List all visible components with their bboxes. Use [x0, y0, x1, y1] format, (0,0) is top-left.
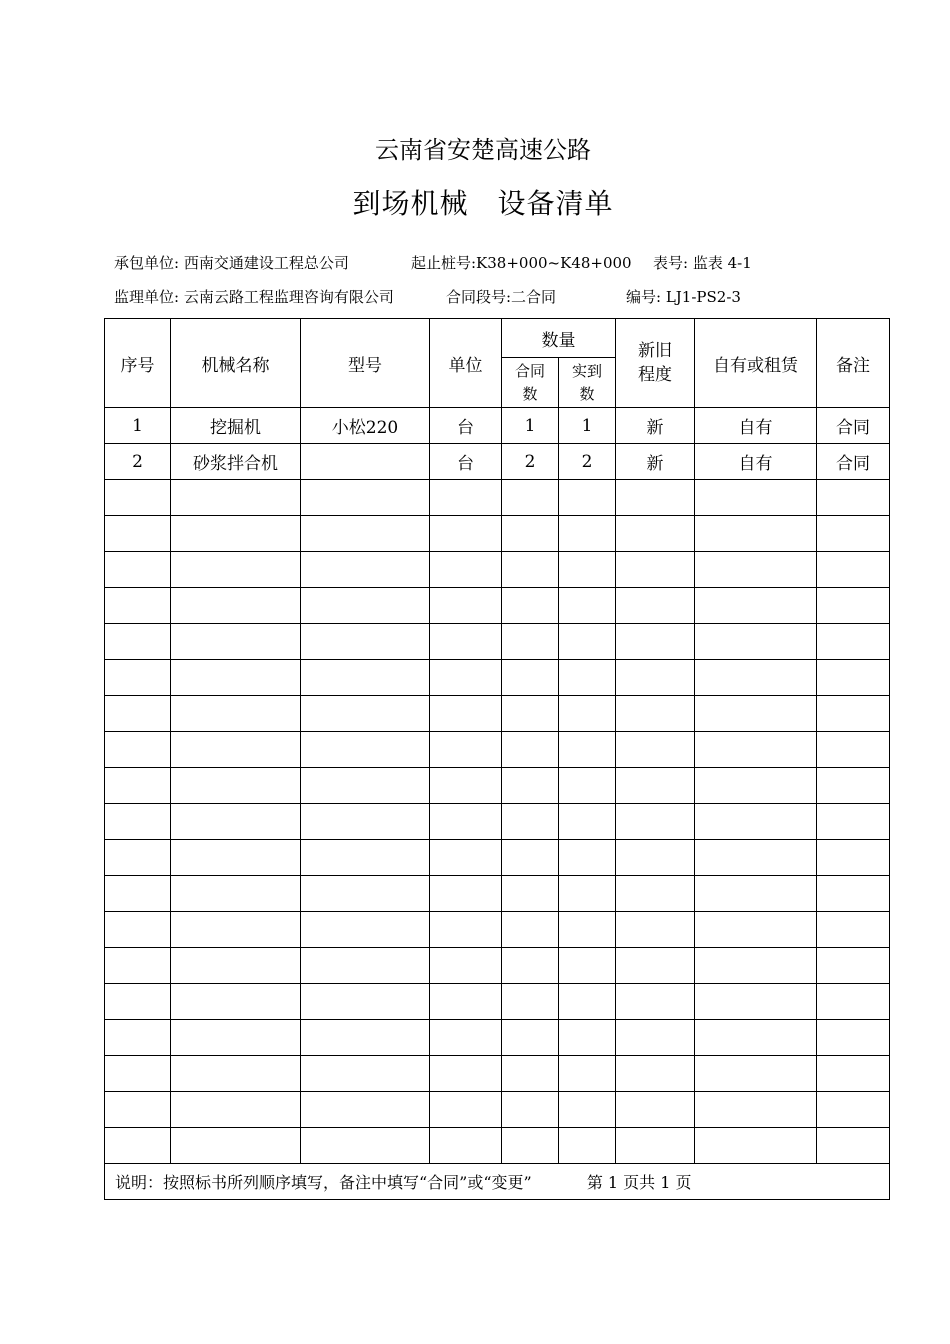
- empty-cell: [430, 876, 502, 912]
- empty-cell: [817, 876, 890, 912]
- empty-cell: [695, 588, 817, 624]
- empty-cell: [817, 912, 890, 948]
- empty-cell: [301, 948, 430, 984]
- empty-cell: [171, 1020, 301, 1056]
- header-ownership: 自有或租赁: [695, 319, 817, 408]
- empty-cell: [502, 1020, 559, 1056]
- empty-cell: [695, 1020, 817, 1056]
- empty-cell: [817, 984, 890, 1020]
- empty-cell: [616, 1128, 695, 1164]
- empty-cell: [105, 588, 171, 624]
- cell-seq: 2: [105, 444, 171, 480]
- supervisor-label: 监理单位: 云南云路工程监理咨询有限公司: [114, 288, 394, 306]
- empty-cell: [171, 840, 301, 876]
- empty-cell: [301, 624, 430, 660]
- empty-cell: [559, 804, 616, 840]
- empty-cell: [559, 840, 616, 876]
- empty-cell: [430, 588, 502, 624]
- empty-cell: [301, 768, 430, 804]
- empty-cell: [817, 948, 890, 984]
- empty-cell: [616, 840, 695, 876]
- empty-cell: [105, 660, 171, 696]
- empty-cell: [430, 768, 502, 804]
- empty-cell: [817, 516, 890, 552]
- empty-cell: [301, 588, 430, 624]
- empty-cell: [105, 516, 171, 552]
- empty-cell: [105, 732, 171, 768]
- empty-cell: [559, 876, 616, 912]
- empty-cell: [301, 1092, 430, 1128]
- header-name: 机械名称: [171, 319, 301, 408]
- table-footer: [105, 1164, 890, 1200]
- cell-name: 砂浆拌合机: [171, 444, 301, 480]
- empty-row: [105, 1056, 890, 1092]
- empty-cell: [817, 1128, 890, 1164]
- empty-cell: [301, 660, 430, 696]
- empty-cell: [301, 696, 430, 732]
- empty-cell: [695, 696, 817, 732]
- empty-cell: [171, 624, 301, 660]
- cell-ownership: 自有: [695, 444, 817, 480]
- empty-cell: [817, 840, 890, 876]
- empty-cell: [105, 768, 171, 804]
- cell-unit: 台: [430, 408, 502, 444]
- empty-cell: [817, 660, 890, 696]
- empty-cell: [817, 624, 890, 660]
- empty-rows: [105, 480, 890, 1164]
- empty-cell: [559, 1056, 616, 1092]
- empty-cell: [817, 1092, 890, 1128]
- empty-cell: [105, 840, 171, 876]
- empty-row: [105, 480, 890, 516]
- empty-cell: [695, 732, 817, 768]
- empty-row: [105, 1128, 890, 1164]
- table-row: [105, 408, 890, 444]
- empty-cell: [502, 552, 559, 588]
- empty-row: [105, 1092, 890, 1128]
- empty-cell: [559, 948, 616, 984]
- empty-cell: [695, 804, 817, 840]
- empty-cell: [430, 1056, 502, 1092]
- empty-cell: [695, 660, 817, 696]
- empty-cell: [171, 588, 301, 624]
- form-number-label: 表号: 监表 4-1: [653, 254, 752, 272]
- empty-cell: [105, 948, 171, 984]
- empty-cell: [430, 624, 502, 660]
- empty-cell: [817, 1056, 890, 1092]
- empty-cell: [502, 1128, 559, 1164]
- empty-cell: [817, 768, 890, 804]
- empty-cell: [171, 804, 301, 840]
- empty-row: [105, 804, 890, 840]
- empty-cell: [616, 804, 695, 840]
- empty-cell: [502, 624, 559, 660]
- empty-cell: [616, 660, 695, 696]
- contractor-label: 承包单位: 西南交通建设工程总公司: [114, 254, 349, 272]
- empty-cell: [695, 984, 817, 1020]
- empty-cell: [105, 696, 171, 732]
- empty-cell: [616, 624, 695, 660]
- empty-cell: [559, 516, 616, 552]
- empty-cell: [502, 732, 559, 768]
- empty-cell: [616, 1056, 695, 1092]
- empty-cell: [502, 984, 559, 1020]
- empty-cell: [559, 624, 616, 660]
- header-model: 型号: [301, 319, 430, 408]
- empty-row: [105, 696, 890, 732]
- empty-cell: [430, 552, 502, 588]
- empty-cell: [559, 1020, 616, 1056]
- footer-note: 说明：按照标书所列顺序填写，备注中填写“合同”或“变更”: [115, 1173, 532, 1192]
- empty-cell: [502, 480, 559, 516]
- empty-cell: [616, 768, 695, 804]
- cell-unit: 台: [430, 444, 502, 480]
- empty-cell: [695, 768, 817, 804]
- empty-cell: [105, 1092, 171, 1128]
- empty-cell: [502, 804, 559, 840]
- empty-cell: [616, 480, 695, 516]
- cell-contract: 1: [502, 408, 559, 444]
- empty-row: [105, 624, 890, 660]
- empty-row: [105, 912, 890, 948]
- empty-cell: [301, 876, 430, 912]
- empty-cell: [430, 1128, 502, 1164]
- cell-seq: 1: [105, 408, 171, 444]
- empty-cell: [695, 1092, 817, 1128]
- empty-cell: [695, 840, 817, 876]
- empty-cell: [502, 840, 559, 876]
- empty-cell: [695, 624, 817, 660]
- empty-cell: [105, 984, 171, 1020]
- empty-cell: [105, 804, 171, 840]
- empty-cell: [301, 984, 430, 1020]
- empty-cell: [105, 1128, 171, 1164]
- empty-cell: [559, 1128, 616, 1164]
- empty-cell: [301, 552, 430, 588]
- empty-cell: [616, 876, 695, 912]
- empty-cell: [616, 516, 695, 552]
- empty-cell: [430, 480, 502, 516]
- empty-cell: [171, 1092, 301, 1128]
- empty-cell: [105, 1056, 171, 1092]
- empty-cell: [559, 660, 616, 696]
- equipment-table: [104, 318, 890, 1200]
- empty-row: [105, 840, 890, 876]
- document-subtitle: 到场机械 设备清单: [352, 187, 614, 220]
- empty-cell: [695, 948, 817, 984]
- empty-cell: [430, 1020, 502, 1056]
- empty-cell: [695, 912, 817, 948]
- empty-cell: [301, 480, 430, 516]
- empty-cell: [502, 588, 559, 624]
- empty-row: [105, 732, 890, 768]
- empty-cell: [301, 1128, 430, 1164]
- cell-name: 挖掘机: [171, 408, 301, 444]
- empty-cell: [301, 804, 430, 840]
- empty-cell: [502, 768, 559, 804]
- cell-model: [301, 444, 430, 480]
- empty-cell: [817, 696, 890, 732]
- empty-row: [105, 984, 890, 1020]
- empty-cell: [171, 480, 301, 516]
- serial-number-label: 编号: LJ1-PS2-3: [626, 288, 741, 306]
- empty-cell: [616, 588, 695, 624]
- cell-actual: 2: [559, 444, 616, 480]
- empty-cell: [695, 876, 817, 912]
- empty-cell: [301, 840, 430, 876]
- empty-cell: [171, 876, 301, 912]
- empty-cell: [430, 696, 502, 732]
- empty-cell: [695, 552, 817, 588]
- header-unit: 单位: [430, 319, 502, 408]
- header-seq: 序号: [105, 319, 171, 408]
- empty-cell: [695, 480, 817, 516]
- cell-condition: 新: [616, 408, 695, 444]
- empty-cell: [171, 1056, 301, 1092]
- empty-cell: [430, 804, 502, 840]
- empty-cell: [171, 660, 301, 696]
- empty-cell: [171, 516, 301, 552]
- empty-row: [105, 768, 890, 804]
- header-qty-actual: 实到数: [559, 358, 616, 408]
- empty-cell: [817, 1020, 890, 1056]
- empty-cell: [430, 1092, 502, 1128]
- empty-cell: [105, 480, 171, 516]
- cell-remark: 合同: [817, 408, 890, 444]
- empty-cell: [301, 516, 430, 552]
- empty-cell: [430, 732, 502, 768]
- empty-cell: [171, 552, 301, 588]
- empty-cell: [616, 1092, 695, 1128]
- empty-cell: [817, 588, 890, 624]
- empty-cell: [559, 1092, 616, 1128]
- empty-cell: [105, 876, 171, 912]
- contract-section-label: 合同段号:二合同: [446, 288, 557, 306]
- empty-cell: [559, 696, 616, 732]
- empty-cell: [616, 1020, 695, 1056]
- empty-cell: [502, 912, 559, 948]
- empty-cell: [430, 660, 502, 696]
- empty-cell: [616, 912, 695, 948]
- empty-cell: [171, 1128, 301, 1164]
- cell-contract: 2: [502, 444, 559, 480]
- empty-cell: [301, 732, 430, 768]
- table-row: [105, 444, 890, 480]
- empty-cell: [301, 1020, 430, 1056]
- cell-actual: 1: [559, 408, 616, 444]
- empty-cell: [171, 984, 301, 1020]
- empty-cell: [171, 948, 301, 984]
- empty-cell: [616, 732, 695, 768]
- empty-cell: [430, 984, 502, 1020]
- empty-cell: [559, 588, 616, 624]
- empty-cell: [817, 732, 890, 768]
- page-indicator: 第 1 页共 1 页: [586, 1173, 692, 1192]
- empty-cell: [616, 552, 695, 588]
- cell-condition: 新: [616, 444, 695, 480]
- header-qty-contract: 合同数: [502, 358, 559, 408]
- empty-cell: [171, 768, 301, 804]
- empty-cell: [559, 480, 616, 516]
- header-quantity: 数量: [502, 319, 616, 358]
- empty-row: [105, 1020, 890, 1056]
- empty-cell: [502, 660, 559, 696]
- empty-row: [105, 876, 890, 912]
- empty-cell: [502, 876, 559, 912]
- empty-cell: [430, 912, 502, 948]
- empty-cell: [430, 840, 502, 876]
- empty-row: [105, 660, 890, 696]
- empty-row: [105, 552, 890, 588]
- empty-cell: [502, 948, 559, 984]
- empty-cell: [616, 696, 695, 732]
- empty-cell: [171, 732, 301, 768]
- header-remark: 备注: [817, 319, 890, 408]
- empty-cell: [695, 1128, 817, 1164]
- empty-cell: [301, 912, 430, 948]
- empty-cell: [616, 984, 695, 1020]
- empty-cell: [105, 624, 171, 660]
- empty-cell: [171, 696, 301, 732]
- document-title: 云南省安楚高速公路: [375, 136, 591, 164]
- empty-cell: [105, 1020, 171, 1056]
- empty-cell: [502, 1092, 559, 1128]
- empty-cell: [105, 552, 171, 588]
- empty-cell: [616, 948, 695, 984]
- empty-row: [105, 948, 890, 984]
- empty-cell: [502, 1056, 559, 1092]
- empty-cell: [105, 912, 171, 948]
- empty-cell: [817, 804, 890, 840]
- empty-cell: [817, 552, 890, 588]
- cell-ownership: 自有: [695, 408, 817, 444]
- empty-row: [105, 516, 890, 552]
- empty-cell: [817, 480, 890, 516]
- header-condition: 新旧程度: [616, 319, 695, 408]
- empty-cell: [559, 912, 616, 948]
- empty-cell: [559, 984, 616, 1020]
- stake-range-label: 起止桩号:K38+000~K48+000: [411, 254, 632, 272]
- empty-cell: [301, 1056, 430, 1092]
- empty-cell: [502, 696, 559, 732]
- empty-cell: [559, 732, 616, 768]
- empty-cell: [559, 768, 616, 804]
- cell-remark: 合同: [817, 444, 890, 480]
- empty-cell: [430, 516, 502, 552]
- empty-cell: [430, 948, 502, 984]
- empty-cell: [695, 1056, 817, 1092]
- empty-cell: [559, 552, 616, 588]
- empty-cell: [502, 516, 559, 552]
- cell-model: 小松220: [301, 408, 430, 444]
- empty-row: [105, 588, 890, 624]
- empty-cell: [171, 912, 301, 948]
- empty-cell: [695, 516, 817, 552]
